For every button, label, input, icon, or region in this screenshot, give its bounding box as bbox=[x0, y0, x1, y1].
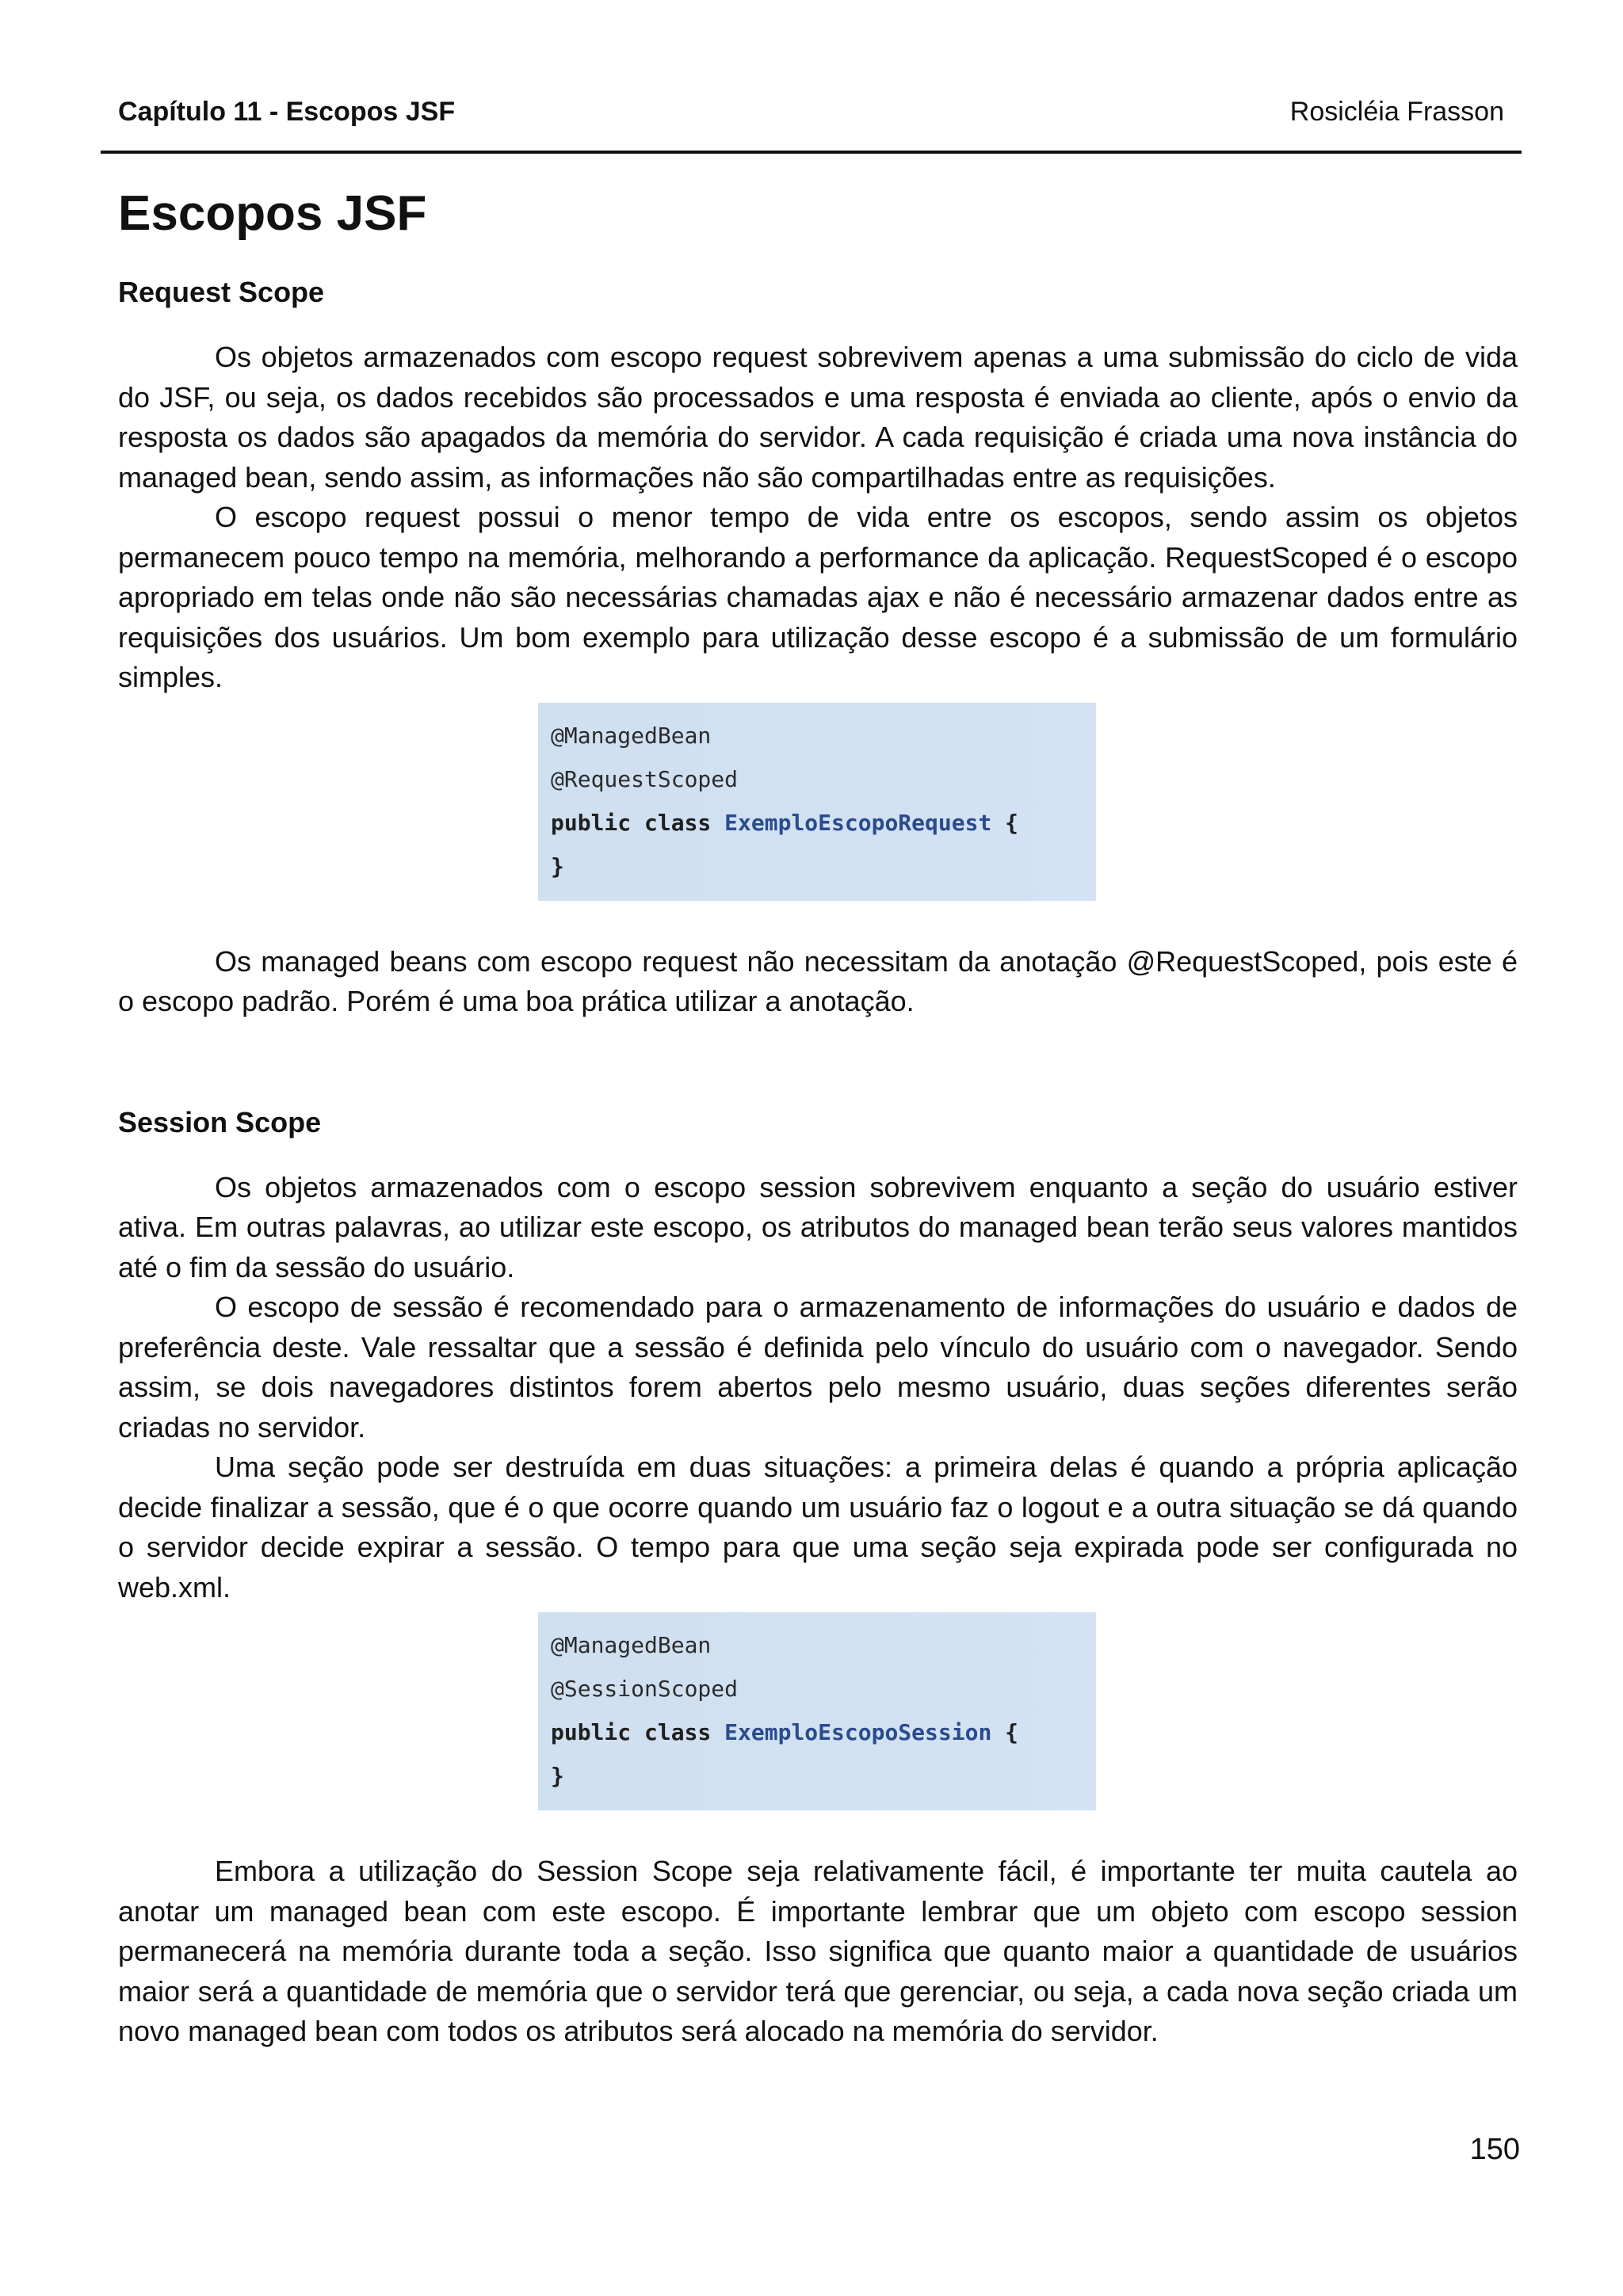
header-divider bbox=[101, 151, 1522, 154]
code-block-request bbox=[538, 703, 1096, 901]
session-note-paragraph: Embora a utilização do Session Scope seja relativamente fácil, é importante ter muita cautela ao anotar um managed bean com este escopo. É importante lembrar que um objeto com escopo session permanecerá na memória durante toda a seção. Isso significa que quanto maior a quantidade de usuários maior será a quantidade de memória que o servidor terá que gerenciar, ou seja, a cada nova seção criada um novo managed bean com todos os atributos será alocado na memória do servidor. bbox=[118, 1855, 1518, 2047]
code-line-class-declaration bbox=[551, 1711, 1083, 1754]
page-header bbox=[101, 95, 1522, 127]
spacer bbox=[118, 1022, 1518, 1104]
code-line-annotation: @RequestScoped bbox=[551, 765, 739, 792]
session-paragraph-3: Uma seção pode ser destruída em duas situações: a primeira delas é quando a própria aplicação decide finalizar a sessão, que é o que ocorre quando um usuário faz o logout e a outra situação se dá quando o servidor decide expirar a sessão. O tempo para que uma seção seja expirada pode ser configurada no web.xml. bbox=[118, 1451, 1518, 1604]
code-class-name: ExemploEscopoSession bbox=[724, 1719, 992, 1745]
session-paragraph-2: O escopo de sessão é recomendado para o armazenamento de informações do usuário e dados de preferência deste. Vale ressaltar que a sessão é definida pelo vínculo do usuário com o navegador. Sendo assim, se dois navegadores distintos forem abertos pelo mesmo usuário, duas seções diferentes serão criadas no servidor. bbox=[118, 1291, 1518, 1444]
code-keywords: public class bbox=[551, 1719, 725, 1745]
session-paragraph-1: Os objetos armazenados com o escopo session sobrevivem enquanto a seção do usuário estiver ativa. Em outras palavras, ao utilizar este escopo, os atributos do managed bean terão seus valores mantidos até o fim da sessão do usuário. bbox=[118, 1170, 1518, 1283]
code-line-annotation: @ManagedBean bbox=[551, 1632, 712, 1658]
code-line-close-brace: } bbox=[551, 852, 564, 879]
code-keywords: public class bbox=[551, 809, 725, 836]
request-note-paragraph: Os managed beans com escopo request não necessitam da anotação @RequestScoped, pois este é o escopo padrão. Porém é uma boa prática utilizar a anotação. bbox=[118, 944, 1518, 1017]
code-line-class-declaration bbox=[551, 801, 1083, 845]
code-open-brace: { bbox=[991, 809, 1019, 836]
section-heading-request: Request Scope bbox=[118, 276, 325, 308]
code-class-name: ExemploEscopoRequest bbox=[724, 809, 992, 836]
code-line-annotation: @SessionScoped bbox=[551, 1676, 739, 1702]
page-content bbox=[118, 182, 1518, 2052]
chapter-title: Capítulo 11 - Escopos JSF bbox=[118, 97, 456, 127]
page-number: 150 bbox=[1469, 2133, 1520, 2166]
section-heading-session: Session Scope bbox=[118, 1105, 322, 1138]
spacer bbox=[118, 1810, 1518, 1852]
request-paragraph-2: O escopo request possui o menor tempo de vida entre os escopos, sendo assim os objetos permanecem pouco tempo na memória, melhorando a performance da aplicação. RequestScoped é o escopo apropriado em telas onde não são necessárias chamadas ajax e não é necessário armazenar dados entre as requisições dos usuários. Um bom exemplo para utilização desse escopo é a submissão de um formulário simples. bbox=[118, 501, 1518, 693]
code-line-close-brace: } bbox=[551, 1763, 564, 1789]
page-title: Escopos JSF bbox=[118, 186, 427, 241]
spacer bbox=[118, 901, 1518, 942]
request-paragraph-1: Os objetos armazenados com escopo request sobrevivem apenas a uma submissão do ciclo de vida do JSF, ou seja, os dados recebidos são processados e uma resposta é enviada ao cliente, após o envio da resposta os dados são apagados da memória do servidor. A cada requisição é criada uma nova instância do managed bean, sendo assim, as informações não são compartilhadas entre as requisições. bbox=[118, 341, 1518, 494]
author-name: Rosicléia Frasson bbox=[1289, 97, 1504, 127]
code-block-session bbox=[538, 1612, 1096, 1810]
code-line-annotation: @ManagedBean bbox=[551, 722, 712, 749]
code-open-brace: { bbox=[991, 1719, 1019, 1745]
